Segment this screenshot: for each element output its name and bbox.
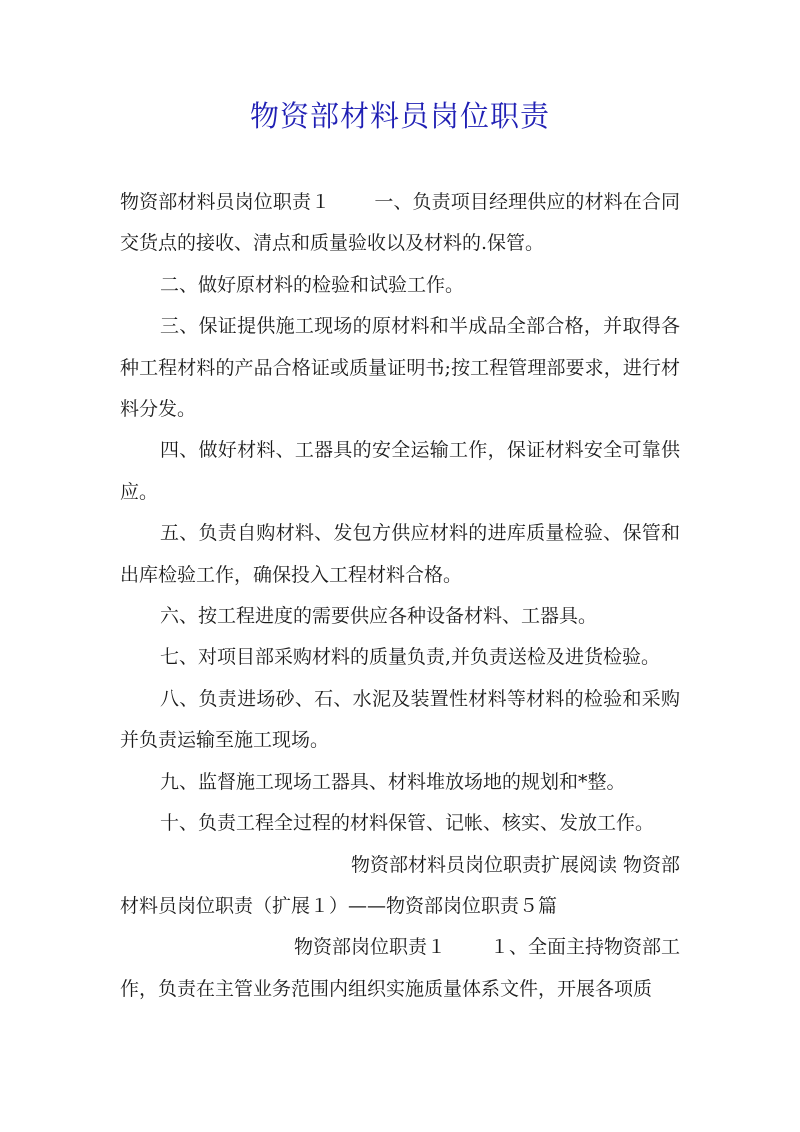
extended-reading-line-2: 材料员岗位职责（扩展１）——物资部岗位职责５篇: [120, 894, 558, 917]
item-5: 五、负责自购材料、发包方供应材料的进库质量检验、保管和出库检验工作，确保投入工程材料合格。: [120, 522, 680, 586]
sub-section-item: １、全面主持物资部工: [489, 936, 680, 959]
document-title: 物资部材料员岗位职责: [249, 99, 550, 133]
item-9: 九、监督施工现场工器具、材料堆放场地的规划和*整。: [160, 770, 626, 793]
item-6: 六、按工程进度的需要供应各种设备材料、工器具。: [160, 605, 598, 628]
sub-section-heading: 物资部岗位职责１: [293, 936, 446, 959]
item-2: 二、做好原材料的检验和试验工作。: [160, 273, 465, 296]
sub-section-line: [120, 927, 680, 968]
intro-paragraph: [120, 182, 680, 265]
item-8: 八、负责进场砂、石、水泥及装置性材料等材料的检验和采购并负责运输至施工现场。: [120, 687, 680, 752]
item-4: 四、做好材料、工器具的安全运输工作，保证材料安全可靠供应。: [120, 439, 680, 503]
intro-heading: 物资部材料员岗位职责１: [120, 191, 331, 213]
extended-reading-line-1: 物资部材料员岗位职责扩展阅读 物资部: [350, 853, 680, 876]
item-10: 十、负责工程全过程的材料保管、记帐、核实、发放工作。: [160, 812, 655, 835]
item-3: 三、保证提供施工现场的原材料和半成品全部合格，并取得各种工程材料的产品合格证或质量证明书;按工程管理部要求，进行材料分发。: [120, 315, 680, 421]
sub-section-continuation: 作，负责在主管业务范围内组织实施质量体系文件，开展各项质: [120, 977, 653, 1000]
item-7: 七、对项目部采购材料的质量负责,并负责送检及进货检验。: [160, 646, 661, 669]
document-body: [120, 182, 680, 1010]
intro-text: 一、负责项目经理供应的材料在合同交货点的接收、清点和质量验收以及材料的.保管。: [120, 191, 680, 255]
